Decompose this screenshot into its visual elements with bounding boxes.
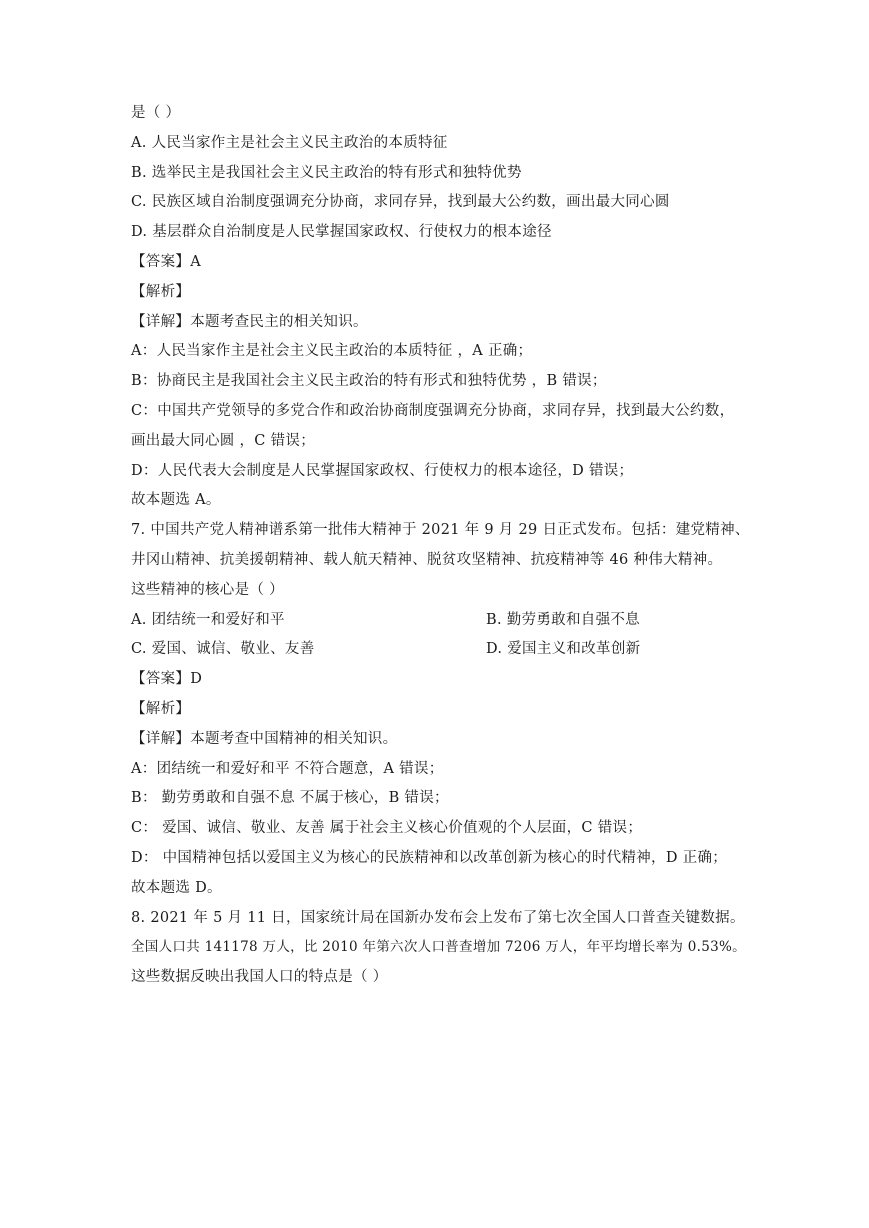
q8-stem-line-1: 8. 2021 年 5 月 11 日，国家统计局在国新办发布会上发布了第七次全国人口普查关键数据。 <box>131 909 745 926</box>
answer-value: D <box>190 671 203 688</box>
q7-options-row-2 <box>131 635 751 665</box>
q6-option-d: D. 基层群众自治制度是人民掌握国家政权、行使权力的根本途径 <box>131 224 552 241</box>
q7-stem-line-2: 井冈山精神、抗美援朝精神、载人航天精神、脱贫攻坚精神、抗疫精神等 46 种伟大精神。 <box>131 551 723 568</box>
q7-option-a: A. 团结统一和爱好和平 <box>131 611 285 628</box>
q8-stem-line-2: 全国人口共 141178 万人，比 2010 年第六次人口普查增加 7206 万人，年平均增长率为 0.53%。 <box>131 939 746 956</box>
detail-label: 【详解】 <box>131 313 191 330</box>
q7-option-b: B. 勤劳勇敢和自强不息 <box>486 611 640 628</box>
q7-stem-line-1: 7. 中国共产党人精神谱系第一批伟大精神于 2021 年 9 月 29 日正式发布。包括：建党精神、 <box>131 522 750 539</box>
q6-detail-c-cont: 画出最大同心圆 ，C 错误； <box>131 432 316 449</box>
q7-detail-b: B： 勤劳勇敢和自强不息 不属于核心，B 错误； <box>131 790 449 807</box>
q6-option-a: A. 人民当家作主是社会主义民主政治的本质特征 <box>131 134 448 151</box>
q6-option-c: C. 民族区域自治制度强调充分协商，求同存异，找到最大公约数，画出最大同心圆 <box>131 194 670 211</box>
document-page <box>131 99 751 993</box>
q6-conclusion: 故本题选 A。 <box>131 492 221 509</box>
q7-analysis-label: 【解析】 <box>131 700 191 717</box>
detail-intro: 本题考查民主的相关知识。 <box>190 313 368 330</box>
detail-label: 【详解】 <box>131 730 191 747</box>
answer-label: 【答案】 <box>131 253 191 270</box>
q6-detail-d: D：人民代表大会制度是人民掌握国家政权、行使权力的根本途径，D 错误； <box>131 462 634 479</box>
q6-detail-c: C：中国共产党领导的多党合作和政治协商制度强调充分协商，求同存异，找到最大公约数， <box>131 402 735 419</box>
q7-options-row-1 <box>131 606 751 636</box>
q7-stem-line-3: 这些精神的核心是（ ） <box>131 581 284 598</box>
q7-answer <box>131 665 751 695</box>
q7-detail <box>131 725 751 755</box>
q6-option-b: B. 选举民主是我国社会主义民主政治的特有形式和独特优势 <box>131 164 522 181</box>
q7-detail-a: A：团结统一和爱好和平 不符合题意，A 错误； <box>131 760 444 777</box>
q7-detail-d: D： 中国精神包括以爱国主义为核心的民族精神和以改革创新为核心的时代精神，D 正确； <box>131 849 728 866</box>
q8-stem-line-3: 这些数据反映出我国人口的特点是（ ） <box>131 969 388 986</box>
q6-stem-tail: 是（ ） <box>131 105 181 121</box>
q7-option-c: C. 爱国、诚信、敬业、友善 <box>131 641 315 658</box>
q6-answer <box>131 248 751 278</box>
q7-option-d: D. 爱国主义和改革创新 <box>486 641 641 658</box>
q6-detail-b: B：协商民主是我国社会主义民主政治的特有形式和独特优势 ，B 错误； <box>131 373 607 390</box>
q7-conclusion: 故本题选 D。 <box>131 879 222 896</box>
q7-detail-c: C： 爱国、诚信、敬业、友善 属于社会主义核心价值观的个人层面，C 错误； <box>131 820 643 837</box>
q6-analysis-label: 【解析】 <box>131 283 191 300</box>
answer-label: 【答案】 <box>131 671 191 688</box>
q6-detail <box>131 308 751 338</box>
answer-value: A <box>190 253 201 270</box>
detail-intro: 本题考查中国精神的相关知识。 <box>190 730 398 747</box>
q6-detail-a: A：人民当家作主是社会主义民主政治的本质特征 ，A 正确； <box>131 343 533 360</box>
